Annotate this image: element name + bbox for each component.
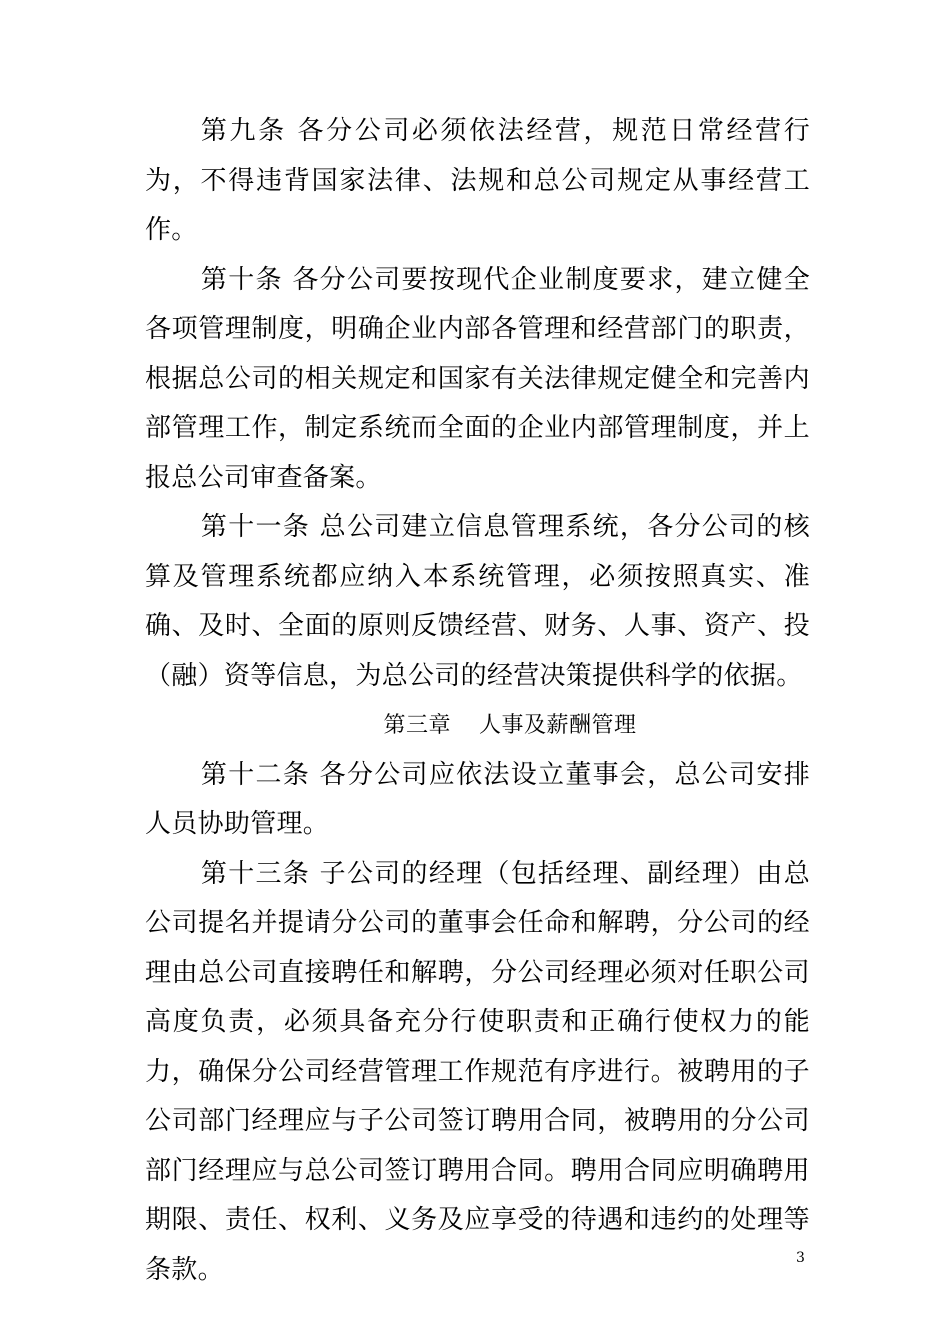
chapter-number: 第三章 (383, 713, 451, 738)
document-body (145, 107, 810, 1295)
page-number: 3 (796, 1250, 805, 1266)
article-12-paragraph: 第十二条 各分公司应依法设立董事会，总公司安排人员协助管理。 (145, 759, 810, 839)
article-9-paragraph: 第九条 各分公司必须依法经营，规范日常经营行为，不得违背国家法律、法规和总公司规定从事经营工作。 (145, 116, 810, 245)
article-11-paragraph: 第十一条 总公司建立信息管理系统，各分公司的核算及管理系统都应纳入本系统管理，必须按照真实、准确、及时、全面的原则反馈经营、财务、人事、资产、投（融）资等信息，为总公司的经营决策提供科学的依据。 (145, 512, 810, 691)
article-10-paragraph: 第十条 各分公司要按现代企业制度要求，建立健全各项管理制度，明确企业内部各管理和经营部门的职责，根据总公司的相关规定和国家有关法律规定健全和完善内部管理工作，制定系统而全面的企业内部管理制度，并上报总公司审查备案。 (145, 264, 810, 493)
article-13-paragraph: 第十三条 子公司的经理（包括经理、副经理）由总公司提名并提请分公司的董事会任命和解聘，分公司的经理由总公司直接聘任和解聘，分公司经理必须对任职公司高度负责，必须具备充分行使职责和正确行使权力的能力，确保分公司经营管理工作规范有序进行。被聘用的子公司部门经理应与子公司签订聘用合同，被聘用的分公司部门经理应与总公司签订聘用合同。聘用合同应明确聘用期限、责任、权利、义务及应享受的待遇和违约的处理等条款。 (145, 858, 810, 1285)
chapter-title: 人事及薪酬管理 (479, 713, 637, 738)
chapter-heading (145, 701, 810, 751)
